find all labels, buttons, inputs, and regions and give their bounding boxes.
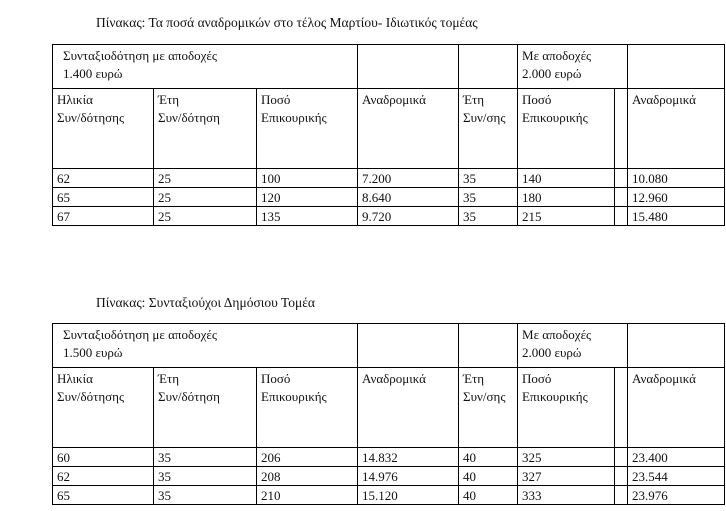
cell-years2: 35	[459, 207, 518, 226]
group-right-line2: 2.000 ευρώ	[522, 66, 582, 81]
header-amount2-line1: Ποσό	[522, 92, 552, 107]
table-row	[53, 169, 725, 188]
header-amount-line1: Ποσό	[261, 371, 291, 386]
cell-retro2: 10.080	[628, 169, 725, 188]
header-age-line1: Ηλικία	[57, 92, 93, 107]
header-years2-line1: Έτη	[463, 92, 485, 107]
cell-amount: 206	[257, 448, 358, 467]
header-years2	[459, 89, 518, 169]
empty-cell	[615, 207, 628, 226]
column-header-row	[53, 368, 725, 448]
private-sector-retro-table	[52, 44, 725, 226]
header-years-line1: Έτη	[158, 92, 180, 107]
cell-retro: 15.120	[358, 486, 459, 505]
empty-cell	[459, 324, 518, 368]
empty-cell	[615, 486, 628, 505]
header-years	[154, 89, 257, 169]
cell-years: 25	[154, 188, 257, 207]
group-left-line2: 1.400 ευρώ	[63, 66, 123, 81]
empty-cell	[615, 448, 628, 467]
cell-years: 35	[154, 448, 257, 467]
header-amount	[257, 368, 358, 448]
header-years	[154, 368, 257, 448]
public-sector-retro-table	[52, 323, 725, 505]
group-right-cell	[518, 45, 628, 89]
column-header-row	[53, 89, 725, 169]
table1-caption: Πίνακας: Τα ποσά αναδρομικών στο τέλος Μαρτίου- Ιδιωτικός τομέας	[96, 15, 478, 30]
cell-years: 35	[154, 486, 257, 505]
cell-years2: 40	[459, 448, 518, 467]
table-row	[53, 188, 725, 207]
cell-retro2: 23.976	[628, 486, 725, 505]
header-retro2: Αναδρομικά	[628, 89, 725, 169]
header-age-line2: Συν/δότησης	[57, 110, 125, 125]
header-years-line2: Συν/δότηση	[158, 389, 220, 404]
group-right-line1: Με αποδοχές	[522, 327, 592, 342]
cell-age: 65	[53, 188, 154, 207]
header-retro2: Αναδρομικά	[628, 368, 725, 448]
header-amount2	[518, 368, 615, 448]
header-years-line1: Έτη	[158, 371, 180, 386]
header-amount2	[518, 89, 615, 169]
cell-retro: 7.200	[358, 169, 459, 188]
header-age-line2: Συν/δότησης	[57, 389, 125, 404]
cell-retro2: 15.480	[628, 207, 725, 226]
header-amount2-line2: Επικουρικής	[522, 110, 588, 125]
cell-years: 25	[154, 169, 257, 188]
table-row	[53, 467, 725, 486]
cell-amount2: 327	[518, 467, 615, 486]
group-left-cell	[53, 45, 358, 89]
empty-cell	[358, 324, 459, 368]
cell-years: 25	[154, 207, 257, 226]
empty-cell	[459, 45, 518, 89]
group-right-line1: Με αποδοχές	[522, 48, 592, 63]
header-amount	[257, 89, 358, 169]
header-years2-line2: Συν/σης	[463, 110, 506, 125]
cell-retro: 8.640	[358, 188, 459, 207]
group-header-row	[53, 45, 725, 89]
cell-amount: 135	[257, 207, 358, 226]
header-amount-line2: Επικουρικής	[261, 110, 327, 125]
cell-years2: 40	[459, 467, 518, 486]
cell-amount: 208	[257, 467, 358, 486]
cell-years2: 35	[459, 169, 518, 188]
header-age-line1: Ηλικία	[57, 371, 93, 386]
header-amount2-line2: Επικουρικής	[522, 389, 588, 404]
cell-age: 60	[53, 448, 154, 467]
cell-age: 62	[53, 467, 154, 486]
header-years-line2: Συν/δότηση	[158, 110, 220, 125]
empty-cell	[615, 169, 628, 188]
cell-retro2: 23.400	[628, 448, 725, 467]
cell-amount: 100	[257, 169, 358, 188]
group-header-row	[53, 324, 725, 368]
empty-cell	[615, 368, 628, 448]
table2-caption: Πίνακας: Συνταξιούχοι Δημόσιου Τομέα	[96, 295, 315, 310]
group-right-cell	[518, 324, 628, 368]
empty-cell	[615, 188, 628, 207]
cell-amount2: 325	[518, 448, 615, 467]
header-retro: Αναδρομικά	[358, 368, 459, 448]
group-right-line2: 2.000 ευρώ	[522, 345, 582, 360]
header-amount-line1: Ποσό	[261, 92, 291, 107]
cell-amount: 120	[257, 188, 358, 207]
cell-years2: 35	[459, 188, 518, 207]
cell-retro2: 23.544	[628, 467, 725, 486]
group-left-line1: Συνταξιοδότηση με αποδοχές	[63, 48, 217, 63]
empty-cell	[628, 45, 725, 89]
table-row	[53, 448, 725, 467]
header-age	[53, 89, 154, 169]
cell-retro2: 12.960	[628, 188, 725, 207]
table-row	[53, 207, 725, 226]
group-left-line2: 1.500 ευρώ	[63, 345, 123, 360]
table-row	[53, 486, 725, 505]
header-years2	[459, 368, 518, 448]
cell-retro: 14.832	[358, 448, 459, 467]
header-age	[53, 368, 154, 448]
header-amount-line2: Επικουρικής	[261, 389, 327, 404]
cell-years2: 40	[459, 486, 518, 505]
cell-years: 35	[154, 467, 257, 486]
cell-age: 67	[53, 207, 154, 226]
cell-amount2: 140	[518, 169, 615, 188]
empty-cell	[615, 89, 628, 169]
empty-cell	[358, 45, 459, 89]
empty-cell	[628, 324, 725, 368]
group-left-line1: Συνταξιοδότηση με αποδοχές	[63, 327, 217, 342]
header-retro: Αναδρομικά	[358, 89, 459, 169]
cell-age: 65	[53, 486, 154, 505]
cell-amount: 210	[257, 486, 358, 505]
group-left-cell	[53, 324, 358, 368]
header-years2-line1: Έτη	[463, 371, 485, 386]
empty-cell	[615, 467, 628, 486]
cell-retro: 14.976	[358, 467, 459, 486]
cell-retro: 9.720	[358, 207, 459, 226]
cell-age: 62	[53, 169, 154, 188]
header-years2-line2: Συν/σης	[463, 389, 506, 404]
header-amount2-line1: Ποσό	[522, 371, 552, 386]
cell-amount2: 180	[518, 188, 615, 207]
cell-amount2: 333	[518, 486, 615, 505]
cell-amount2: 215	[518, 207, 615, 226]
